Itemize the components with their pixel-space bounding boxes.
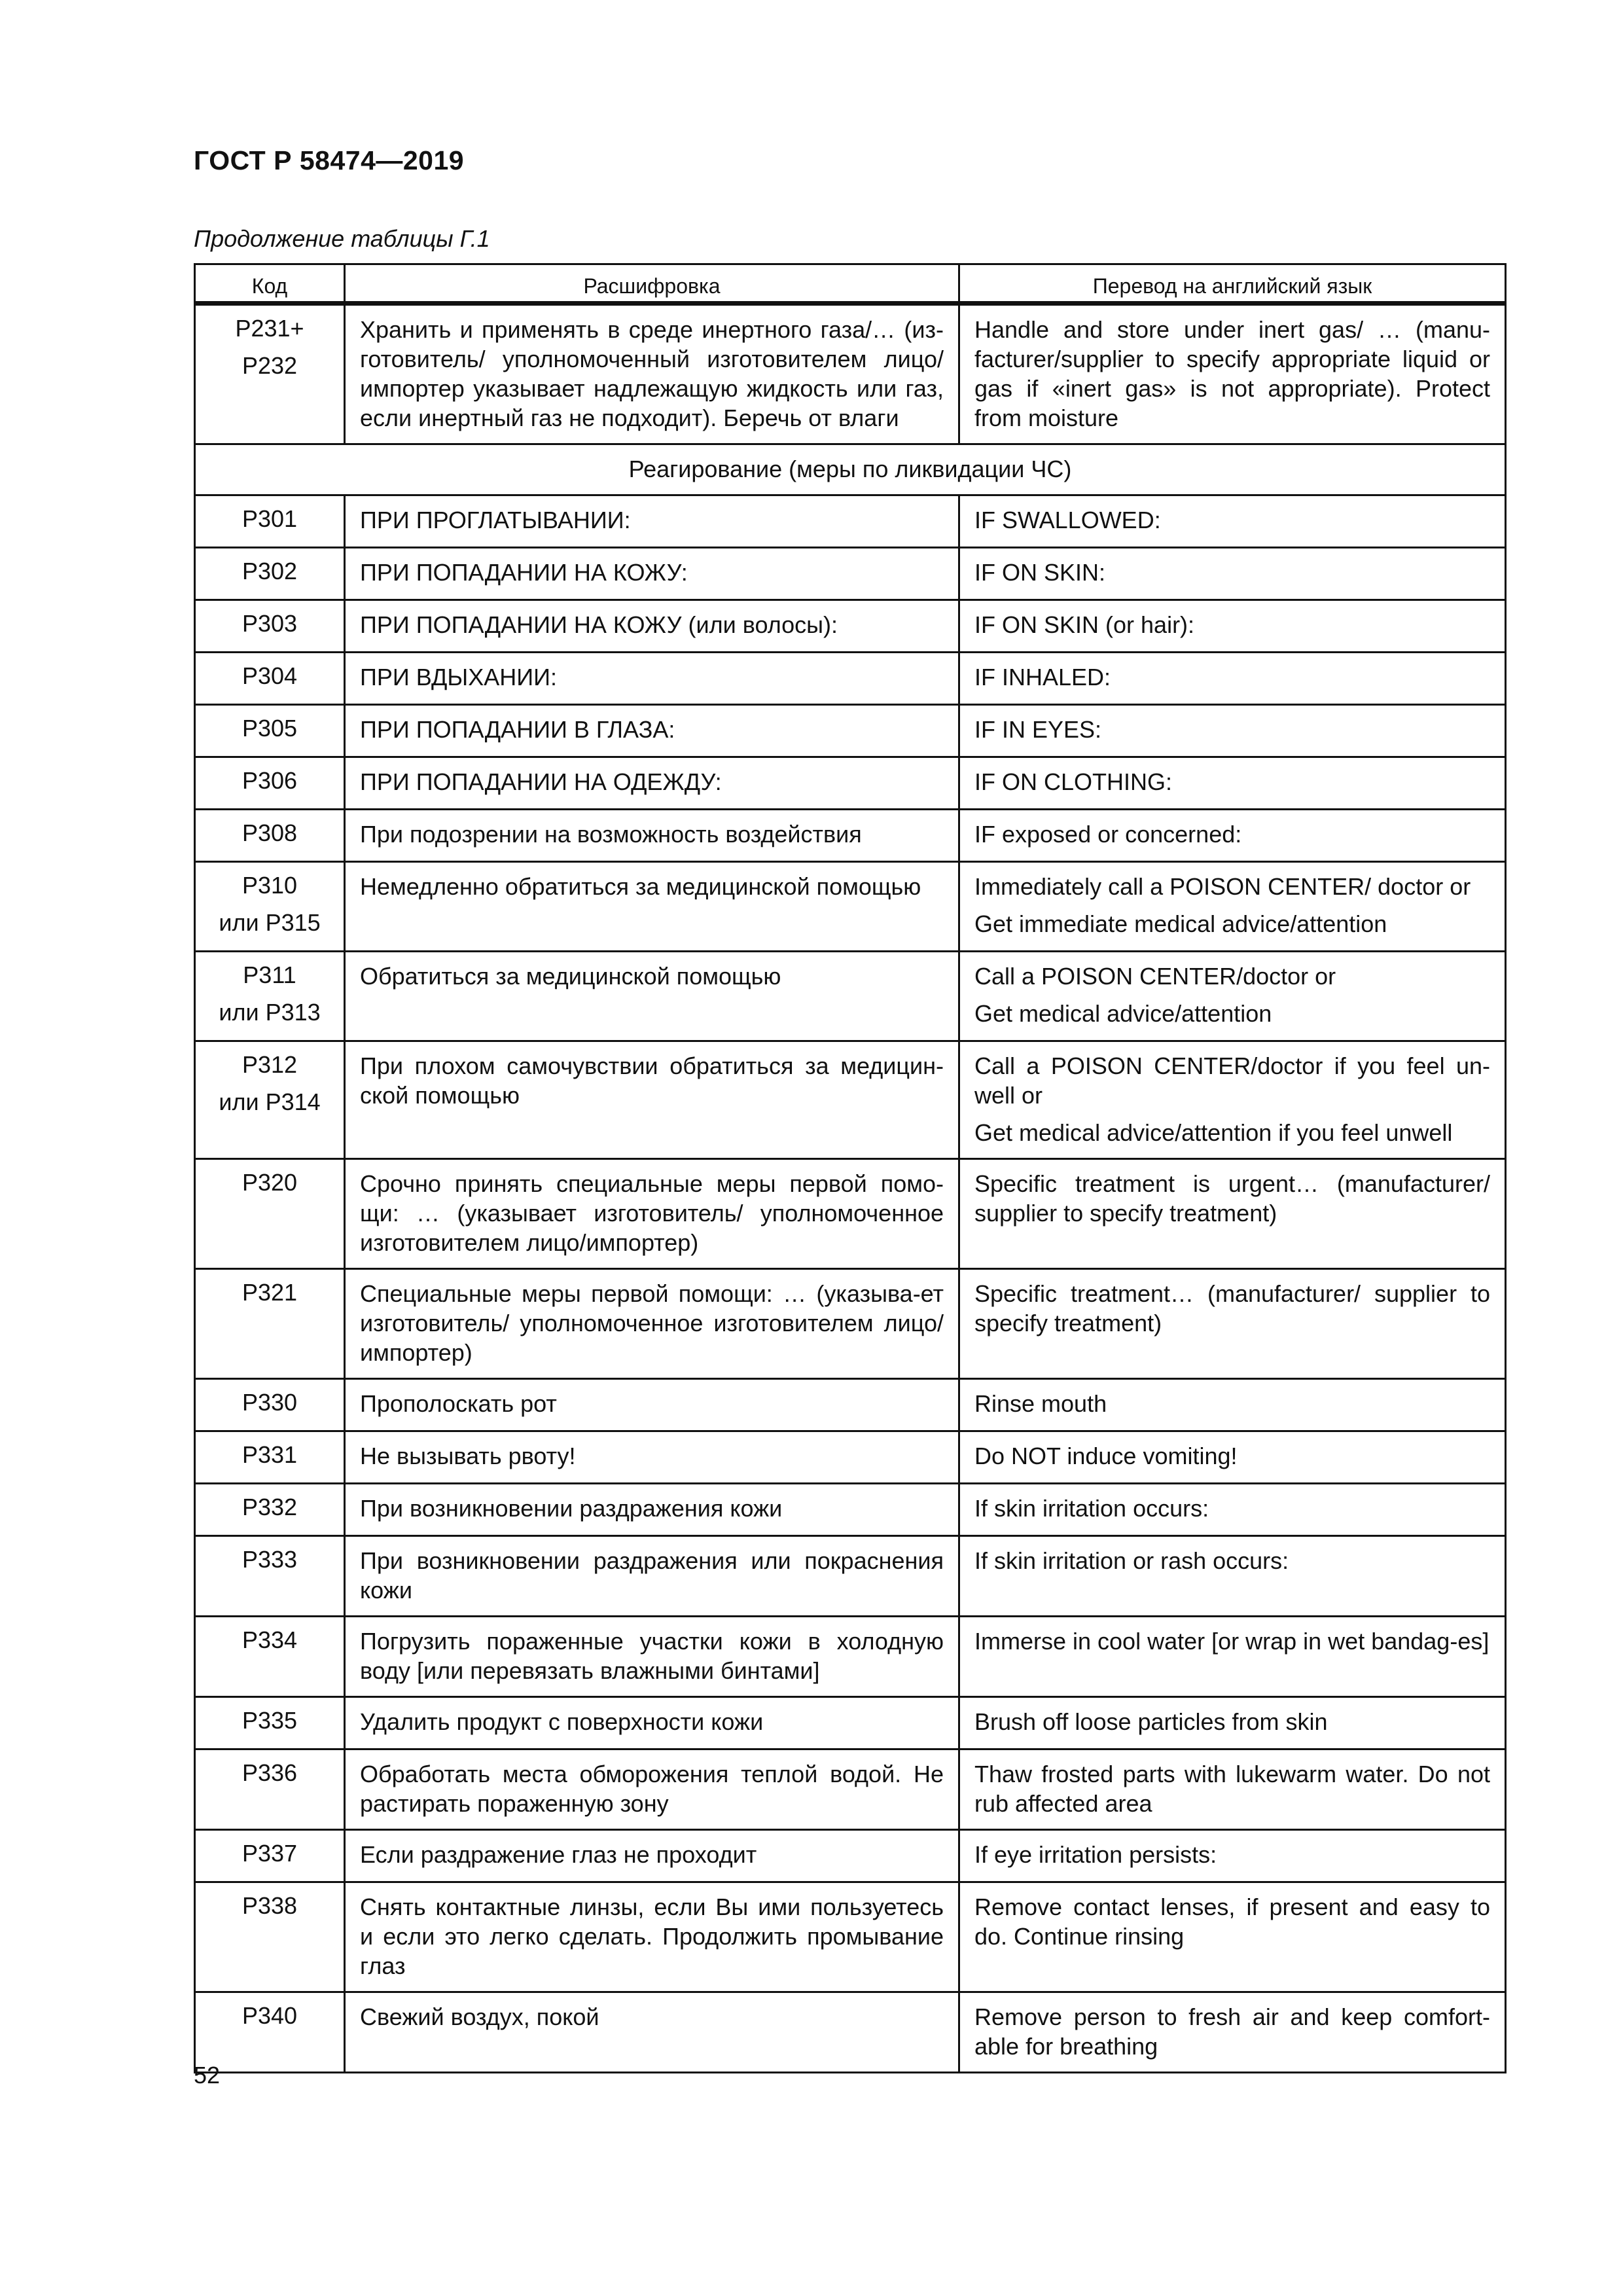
translation-text: Rinse mouth (974, 1390, 1107, 1417)
table-row (195, 1431, 1506, 1484)
description-text: Прополоскать рот (360, 1390, 557, 1417)
hazard-statements-table (194, 263, 1507, 2073)
description-text: Если раздражение глаз не проходит (360, 1841, 757, 1868)
table-row (195, 304, 1506, 444)
translation-text: If skin irritation occurs: (974, 1495, 1209, 1522)
table-body (195, 304, 1506, 2073)
table-row (195, 1379, 1506, 1431)
translation-text: Do NOT induce vomiting! (974, 1443, 1238, 1469)
column-header-code: Код (195, 264, 345, 304)
table-row (195, 1269, 1506, 1379)
code-value: P337 (241, 1840, 298, 1867)
code-value: P311 (243, 961, 296, 988)
translation-text: Specific treatment… (manufacturer/ supplier to specify treatment) (974, 1280, 1490, 1336)
description-cell (345, 1617, 959, 1697)
table-row (195, 600, 1506, 653)
description-text: ПРИ ПРОГЛАТЫВАНИИ: (360, 507, 631, 533)
translation-cell (959, 1992, 1506, 2073)
code-cell (195, 653, 345, 705)
translation-text: Handle and store under inert gas/ … (manu-facturer/supplier to specify appropriate liquid or gas if «inert gas» is not appropriate). Protect from moisture (974, 316, 1490, 431)
description-text: ПРИ ПОПАДАНИИ В ГЛАЗА: (360, 716, 675, 743)
code-value: P321 (241, 1279, 298, 1306)
code-value: или P314 (219, 1088, 321, 1115)
code-cell (195, 862, 345, 952)
code-value: P232 (241, 352, 298, 379)
description-text: Не вызывать рвоту! (360, 1443, 576, 1469)
code-value: P335 (241, 1707, 298, 1734)
code-cell (195, 1536, 345, 1617)
table-row (195, 810, 1506, 862)
description-text: ПРИ ПОПАДАНИИ НА ОДЕЖДУ: (360, 768, 722, 795)
description-cell (345, 600, 959, 653)
description-text: Свежий воздух, покой (360, 2003, 599, 2030)
translation-text: Brush off loose particles from skin (974, 1708, 1328, 1735)
code-value: P331 (241, 1441, 298, 1468)
code-cell (195, 757, 345, 810)
description-text: Снять контактные линзы, если Вы ими пользуетесь и если это легко сделать. Продолжить промывание глаз (360, 1893, 944, 1979)
translation-cell (959, 1882, 1506, 1992)
column-header-translation: Перевод на английский язык (959, 264, 1506, 304)
code-cell (195, 1431, 345, 1484)
description-text: Обратиться за медицинской помощью (360, 963, 781, 990)
code-cell (195, 1882, 345, 1992)
description-cell (345, 548, 959, 600)
description-cell (345, 653, 959, 705)
code-value: P304 (241, 662, 298, 689)
table-row (195, 653, 1506, 705)
code-cell (195, 1379, 345, 1431)
code-value: P330 (241, 1389, 298, 1416)
table-row (195, 1697, 1506, 1749)
description-text: ПРИ ВДЫХАНИИ: (360, 664, 558, 691)
description-text: Обработать места обморожения теплой водой. Не растирать пораженную зону (360, 1761, 944, 1817)
translation-cell (959, 600, 1506, 653)
code-cell (195, 1269, 345, 1379)
document-title: ГОСТ Р 58474—2019 (194, 145, 465, 175)
translation-cell (959, 1830, 1506, 1882)
translation-cell (959, 653, 1506, 705)
translation-cell (959, 757, 1506, 810)
description-cell (345, 705, 959, 757)
description-text: Погрузить пораженные участки кожи в холодную воду [или перевязать влажными бинтами] (360, 1628, 944, 1684)
translation-cell (959, 1749, 1506, 1830)
table-caption: Продолжение таблицы Г.1 (194, 225, 490, 252)
code-value: P306 (241, 767, 298, 794)
description-cell (345, 1041, 959, 1159)
table-row (195, 1882, 1506, 1992)
code-cell (195, 1749, 345, 1830)
code-cell (195, 810, 345, 862)
code-cell (195, 952, 345, 1041)
translation-cell (959, 705, 1506, 757)
translation-text: IF IN EYES: (974, 716, 1102, 743)
description-cell (345, 1830, 959, 1882)
code-value: или P315 (219, 909, 321, 936)
code-cell (195, 1484, 345, 1536)
section-row (195, 444, 1506, 495)
table-row (195, 757, 1506, 810)
description-text: Специальные меры первой помощи: … (указыва-ет изготовитель/ уполномоченное изготовителем лицо/импортер) (360, 1280, 944, 1366)
description-cell (345, 1484, 959, 1536)
table-header-row (195, 264, 1506, 304)
translation-cell (959, 1269, 1506, 1379)
code-value: P334 (241, 1626, 298, 1653)
description-cell (345, 1536, 959, 1617)
translation-cell (959, 810, 1506, 862)
table-row (195, 952, 1506, 1041)
code-cell (195, 705, 345, 757)
translation-cell (959, 548, 1506, 600)
section-heading: Реагирование (меры по ликвидации ЧС) (195, 444, 1506, 495)
translation-text: Specific treatment is urgent… (manufacturer/ supplier to specify treatment) (974, 1170, 1490, 1227)
table-row (195, 1484, 1506, 1536)
translation-text: Thaw frosted parts with lukewarm water. Do not rub affected area (974, 1761, 1490, 1817)
code-value: P336 (241, 1759, 298, 1786)
translation-cell (959, 495, 1506, 548)
translation-cell (959, 952, 1506, 1041)
description-text: ПРИ ПОПАДАНИИ НА КОЖУ (или волосы): (360, 611, 838, 638)
table-row (195, 862, 1506, 952)
description-cell (345, 952, 959, 1041)
translation-text: IF exposed or concerned: (974, 821, 1242, 848)
description-cell (345, 1379, 959, 1431)
table-row (195, 1041, 1506, 1159)
description-text: Удалить продукт с поверхности кожи (360, 1708, 764, 1735)
code-cell (195, 1697, 345, 1749)
translation-cell (959, 1159, 1506, 1269)
table-row (195, 1617, 1506, 1697)
code-value: P340 (241, 2002, 298, 2029)
description-text: Хранить и применять в среде инертного газа/… (из-готовитель/ уполномоченный изготовителем лицо/ импортер указывает надлежащую жидкость или газ, если инертный газ не подходит). Беречь от влаги (360, 316, 944, 431)
description-cell (345, 304, 959, 444)
translation-cell (959, 1617, 1506, 1697)
description-cell (345, 1992, 959, 2073)
table-row (195, 1159, 1506, 1269)
code-value: P312 (241, 1051, 298, 1078)
translation-cell (959, 862, 1506, 952)
column-header-description: Расшифровка (345, 264, 959, 304)
translation-text: IF INHALED: (974, 664, 1111, 691)
translation-text: If skin irritation or rash occurs: (974, 1547, 1289, 1574)
translation-text: IF ON SKIN (or hair): (974, 611, 1195, 638)
translation-text: Get medical advice/attention (974, 1000, 1272, 1027)
code-value: P310 (241, 872, 298, 899)
table-row (195, 1992, 1506, 2073)
description-cell (345, 862, 959, 952)
translation-text: Remove person to fresh air and keep comfort-able for breathing (974, 2003, 1490, 2060)
translation-text: Remove contact lenses, if present and easy to do. Continue rinsing (974, 1893, 1490, 1950)
code-value: P301 (241, 505, 298, 532)
description-text: Немедленно обратиться за медицинской помощью (360, 873, 921, 900)
translation-text: IF SWALLOWED: (974, 507, 1161, 533)
translation-cell (959, 304, 1506, 444)
code-cell (195, 495, 345, 548)
description-text: При возникновении раздражения кожи (360, 1495, 783, 1522)
description-cell (345, 1269, 959, 1379)
code-value: P320 (241, 1169, 298, 1196)
code-value: P333 (241, 1546, 298, 1573)
translation-text: If eye irritation persists: (974, 1841, 1217, 1868)
table-row (195, 705, 1506, 757)
translation-cell (959, 1697, 1506, 1749)
table-row (195, 548, 1506, 600)
translation-text: IF ON CLOTHING: (974, 768, 1173, 795)
description-cell (345, 757, 959, 810)
description-cell (345, 1159, 959, 1269)
translation-cell (959, 1379, 1506, 1431)
description-text: При плохом самочувствии обратиться за медицин-ской помощью (360, 1052, 944, 1109)
code-value: P338 (241, 1892, 298, 1919)
description-text: При возникновении раздражения или покраснения кожи (360, 1547, 944, 1604)
code-value: P231+ (235, 315, 304, 342)
code-cell (195, 548, 345, 600)
translation-text: Get immediate medical advice/attention (974, 910, 1387, 937)
table-row (195, 1830, 1506, 1882)
table-row (195, 1749, 1506, 1830)
table-row (195, 1536, 1506, 1617)
code-value: P332 (241, 1494, 298, 1520)
description-cell (345, 1697, 959, 1749)
translation-text: Call a POISON CENTER/doctor or (974, 963, 1336, 990)
translation-text: Immerse in cool water [or wrap in wet bandag-es] (974, 1628, 1489, 1655)
code-value: P303 (241, 610, 298, 637)
translation-text: Call a POISON CENTER/doctor if you feel un-well or (974, 1052, 1490, 1109)
description-cell (345, 1431, 959, 1484)
code-cell (195, 600, 345, 653)
code-value: или P313 (219, 999, 321, 1026)
code-cell (195, 1830, 345, 1882)
translation-cell (959, 1536, 1506, 1617)
translation-cell (959, 1431, 1506, 1484)
translation-text: Immediately call a POISON CENTER/ doctor or (974, 873, 1471, 900)
page-number: 52 (194, 2062, 221, 2089)
code-cell (195, 1041, 345, 1159)
code-cell (195, 304, 345, 444)
translation-cell (959, 1484, 1506, 1536)
translation-text: IF ON SKIN: (974, 559, 1106, 586)
code-cell (195, 1617, 345, 1697)
code-cell (195, 1159, 345, 1269)
description-cell (345, 495, 959, 548)
code-value: P302 (241, 558, 298, 584)
description-text: Срочно принять специальные меры первой помо-щи: … (указывает изготовитель/ уполномоченное изготовителем лицо/импортер) (360, 1170, 944, 1256)
description-cell (345, 1882, 959, 1992)
code-value: P308 (241, 819, 298, 846)
table-row (195, 495, 1506, 548)
description-cell (345, 810, 959, 862)
translation-text: Get medical advice/attention if you feel unwell (974, 1119, 1453, 1146)
translation-cell (959, 1041, 1506, 1159)
description-text: ПРИ ПОПАДАНИИ НА КОЖУ: (360, 559, 688, 586)
description-cell (345, 1749, 959, 1830)
description-text: При подозрении на возможность воздействия (360, 821, 862, 848)
code-value: P305 (241, 715, 298, 742)
code-cell (195, 1992, 345, 2073)
